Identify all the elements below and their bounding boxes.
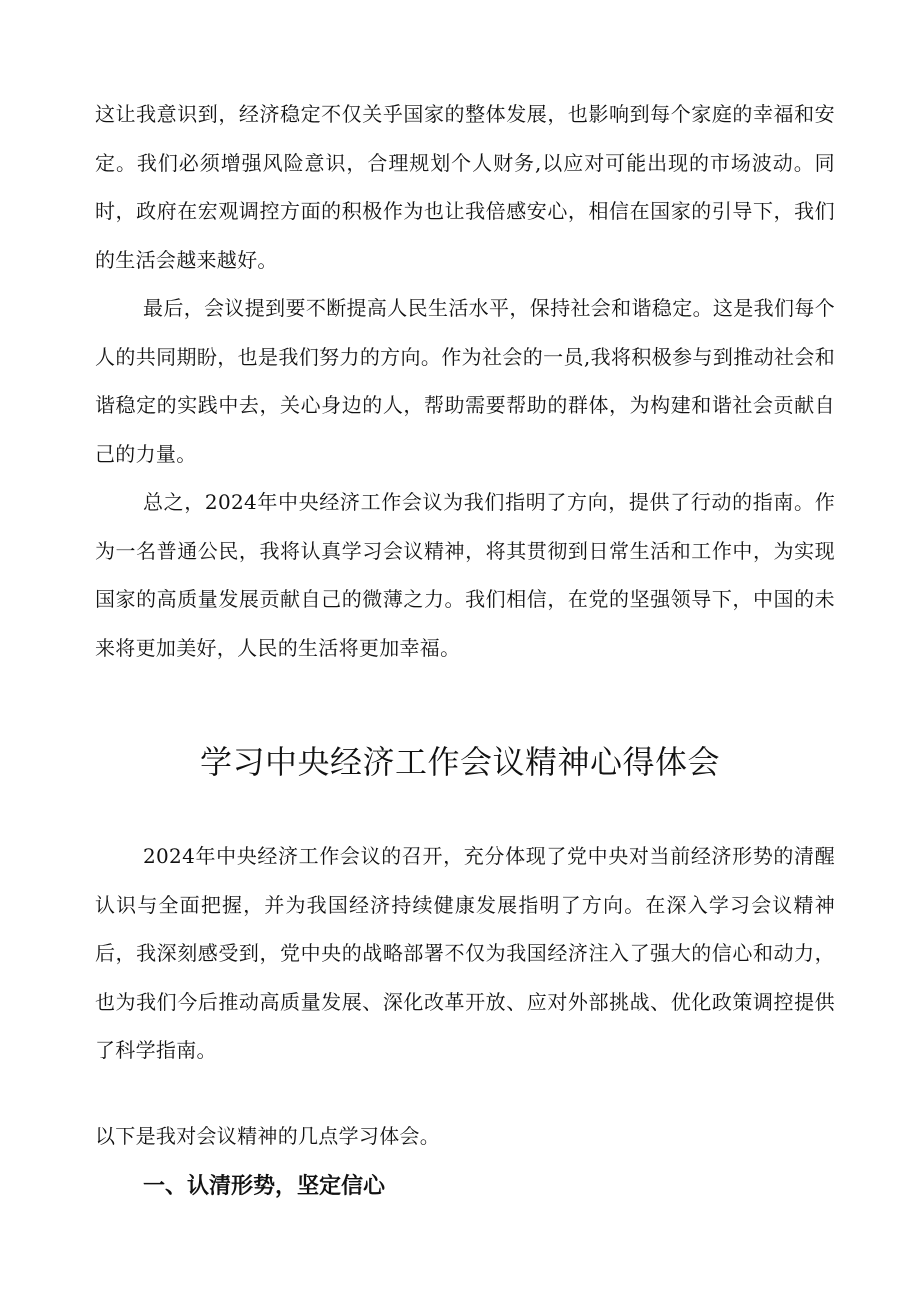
document-title: 学习中央经济工作会议精神心得体会 xyxy=(199,743,720,781)
intro-paragraph: 2024年中央经济工作会议的召开，充分体现了党中央对当前经济形势的清醒认识与全面把握，并为我国经济持续健康发展指明了方向。在深入学习会议精神后，我深刻感受到，党中央的战略部署不仅为我国经济注入了强大的信心和动力，也为我们今后推动高质量发展、深化改革开放、应对外部挑战、优化政策调控提供了科学指南。 xyxy=(95,844,835,1062)
body-paragraph-1: 这让我意识到，经济稳定不仅关乎国家的整体发展，也影响到每个家庭的幸福和安定。我们必须增强风险意识，合理规划个人财务,以应对可能出现的市场波动。同时，政府在宏观调控方面的积极作为也让我倍感安心，相信在国家的引导下，我们的生活会越来越好。 xyxy=(95,102,835,272)
body-paragraph-2: 最后，会议提到要不断提高人民生活水平，保持社会和谐稳定。这是我们每个人的共同期盼，也是我们努力的方向。作为社会的一员,我将积极参与到推动社会和谐稳定的实践中去，关心身边的人，帮助需要帮助的群体，为构建和谐社会贡献自己的力量。 xyxy=(95,296,835,466)
lead-in-text: 以下是我对会议精神的几点学习体会。 xyxy=(95,1124,441,1148)
section-heading: 一、认清形势，坚定信心 xyxy=(143,1174,386,1199)
body-paragraph-3: 总之，2024年中央经济工作会议为我们指明了方向，提供了行动的指南。作为一名普通公民，我将认真学习会议精神，将其贯彻到日常生活和工作中，为实现国家的高质量发展贡献自己的微薄之力。我们相信，在党的坚强领导下，中国的未来将更加美好，人民的生活将更加幸福。 xyxy=(95,490,835,660)
